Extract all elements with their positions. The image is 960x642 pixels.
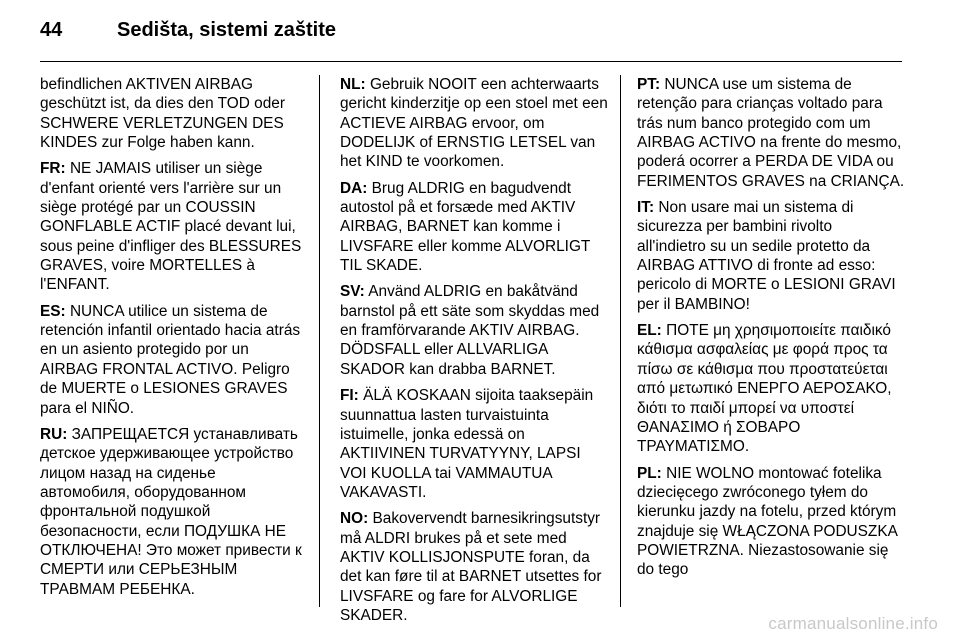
- column-divider: [319, 75, 320, 607]
- language-code: PL:: [637, 464, 662, 482]
- language-code: PT:: [637, 76, 661, 93]
- warning-text: Gebruik NOOIT een achterwaarts gericht kinderzitje op een stoel met een ACTIEVE AIRBAG ervoor, om DODELIJK of ERNSTIG LETSEL van het KIND te voorkomen.: [340, 76, 608, 171]
- language-code: DA:: [340, 179, 368, 197]
- warning-paragraph: [340, 75, 608, 172]
- warning-text: Bakovervendt barnesikringsutstyr må ALDRI brukes på et sete med AKTIV KOLLISJONSPUTE foran, da det kan føre til at BARNET utsettes for LIVSFARE og fare for ALVORLIGE SKADER.: [340, 510, 602, 624]
- warning-text: Non usare mai un sistema di sicurezza per bambini rivolto all'indietro su un sedile protetto da AIRBAG ATTIVO di fronte ad esso: pericolo di MORTE o LESIONI GRAVI per il BAMBINO!: [637, 199, 896, 313]
- language-code: FR:: [40, 160, 66, 178]
- warning-paragraph: [340, 509, 608, 625]
- page-header: [0, 0, 960, 62]
- page-number: 44: [40, 19, 63, 41]
- warning-paragraph: [340, 282, 608, 379]
- language-code: NO:: [340, 510, 369, 528]
- language-code: RU:: [40, 425, 68, 443]
- language-code: NL:: [340, 76, 366, 93]
- warning-paragraph: [340, 179, 608, 276]
- warning-paragraph: [637, 198, 905, 314]
- warning-text: ΠΟΤΕ μη χρησιμοποιείτε παιδικό κάθισμα ασφαλείας με φορά προς τα πίσω σε κάθισμα που προστατεύεται από μετωπικό ΕΝΕΡΓΟ ΑΕΡΟΣΑΚΟ, διότι το παιδί μπορεί να υποστεί ΘΑΝΑΣΙΜΟ ή ΣΟΒΑΡΟ ΤΡΑΥΜΑΤΙΣΜΟ.: [637, 322, 892, 456]
- language-code: FI:: [340, 387, 359, 405]
- warning-paragraph: [637, 321, 905, 456]
- text-column-left: [40, 75, 308, 599]
- text-column-right: [637, 75, 905, 580]
- warning-paragraph: [40, 75, 308, 152]
- warning-paragraph: [340, 386, 608, 502]
- warning-paragraph: [637, 75, 905, 191]
- language-code: SV:: [340, 283, 365, 301]
- warning-text: Använd ALDRIG en bakåtvänd barnstol på ett säte som skyddas med en framförvarande AKTIV AIRBAG. DÖDSFALL eller ALLVARLIGA SKADOR kan drabba BARNET.: [340, 283, 600, 378]
- warning-paragraph: [40, 425, 308, 599]
- warning-text: ÄLÄ KOSKAAN sijoita taaksepäin suunnattua lasten turvaistuinta istuimelle, jonka edessä on AKTIIVINEN TURVATYYNY, LAPSI VOI KUOLLA tai VAMMAUTUA VAKAVASTI.: [340, 387, 594, 501]
- warning-text: NE JAMAIS utiliser un siège d'enfant orienté vers l'arrière sur un siège protégé par un COUSSIN GONFLABLE ACTIF placé devant lui, sous peine d'infliger des BLESSURES GRAVES, voire MORTELLES à l'ENFANT.: [40, 160, 302, 294]
- header-rule: [40, 61, 902, 62]
- warning-text: Brug ALDRIG en bagudvendt autostol på et forsæde med AKTIV AIRBAG, BARNET kan komme i LIVSFARE eller komme ALVORLIGT TIL SKADE.: [340, 179, 591, 275]
- warning-text: ЗАПРЕЩАЕТСЯ устанавливать детское удерживающее устройство лицом назад на сиденье автомобиля, оборудованном фронтальной подушкой безопасности, если ПОДУШКА НЕ ОТКЛЮЧЕНА! Это может привести к СМЕРТИ или СЕРЬЕЗНЫМ ТРАВМАМ РЕБЕНКА.: [40, 425, 302, 598]
- warning-text: NIE WOLNO montować fotelika dziecięcego zwróconego tyłem do kierunku jazdy na fotelu, przed którym znajduje się WŁĄCZONA PODUSZKA POWIETRZNA. Niezastosowanie się do tego: [637, 464, 898, 579]
- warning-text: NUNCA use um sistema de retenção para crianças voltado para trás num banco protegido com um AIRBAG ACTIVO na frente do mesmo, poderá ocorrer a PERDA DE VIDA ou FERIMENTOS GRAVES na CRIANÇA.: [637, 76, 905, 190]
- column-divider: [620, 75, 621, 607]
- text-column-middle: [340, 75, 608, 625]
- language-code: EL:: [637, 322, 662, 340]
- language-code: IT:: [637, 199, 655, 217]
- warning-text: befindlichen AKTIVEN AIRBAG geschützt ist, da dies den TOD oder SCHWERE VERLETZUNGEN DES KINDES zur Folge haben kann.: [40, 76, 285, 152]
- language-code: ES:: [40, 302, 66, 320]
- warning-paragraph: [40, 159, 308, 294]
- warning-paragraph: [40, 302, 308, 418]
- warning-paragraph: [637, 464, 905, 580]
- watermark: carmanualsonline.info: [768, 614, 938, 633]
- warning-text: NUNCA utilice un sistema de retención infantil orientado hacia atrás en un asiento protegido por un AIRBAG FRONTAL ACTIVO. Peligro de MUERTE o LESIONES GRAVES para el NIÑO.: [40, 302, 301, 417]
- page-title: Sedišta, sistemi zaštite: [117, 19, 336, 41]
